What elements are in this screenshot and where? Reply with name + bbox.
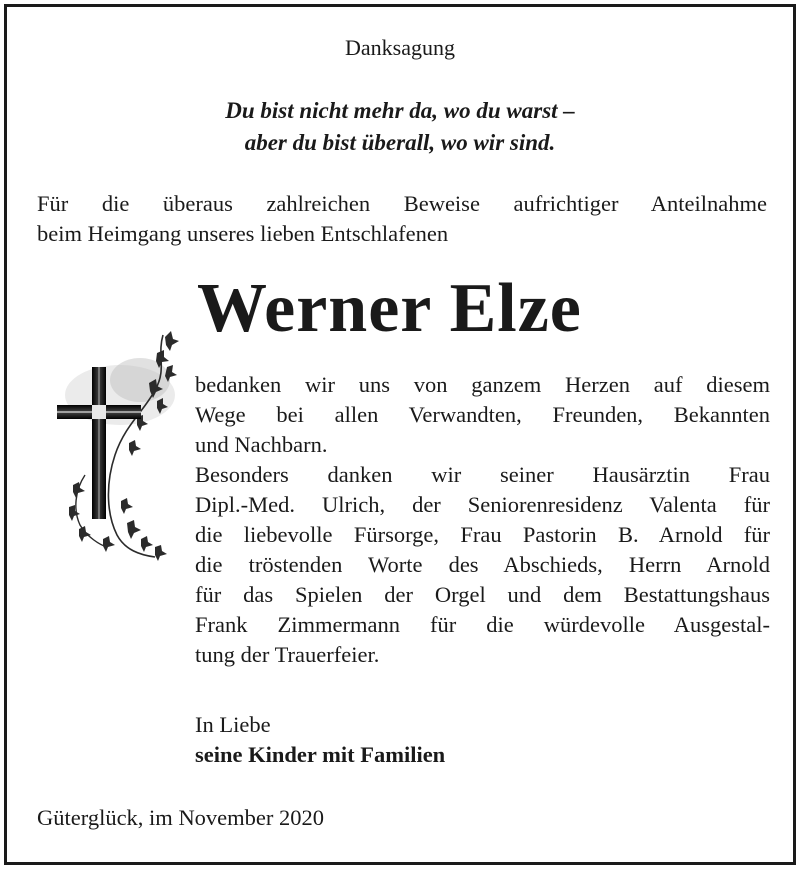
cross-with-ivy-icon <box>45 325 185 565</box>
intro-line-2: beim Heimgang unseres lieben Entschlafenen <box>37 221 449 246</box>
deceased-name: Werner Elze <box>197 270 582 347</box>
motto-line-2: aber du bist überall, wo wir sind. <box>244 130 556 155</box>
body-line: und Nachbarn. <box>195 432 328 457</box>
body-line: Dipl.-Med. Ulrich, der Seniorenresidenz Valenta für <box>195 492 770 517</box>
signature: seine Kinder mit Familien <box>195 742 446 767</box>
place-date: Güterglück, im November 2020 <box>37 805 325 830</box>
body-line: bedanken wir uns von ganzem Herzen auf diesem <box>195 372 770 397</box>
body-line: tung der Trauerfeier. <box>195 642 380 667</box>
closing-phrase: In Liebe <box>195 712 271 737</box>
body-line: die liebevolle Fürsorge, Frau Pastorin B. Arnold für <box>195 522 770 547</box>
notice-heading: Danksagung <box>345 35 455 60</box>
body-line: für das Spielen der Orgel und dem Bestattungshaus <box>195 582 770 607</box>
motto-line-1: Du bist nicht mehr da, wo du warst – <box>225 98 575 123</box>
intro-text <box>37 189 767 249</box>
body-line: die tröstenden Worte des Abschieds, Herrn Arnold <box>195 552 770 577</box>
intro-line-1: Für die überaus zahlreichen Beweise aufrichtiger Anteilnahme <box>37 191 767 216</box>
obituary-card <box>4 4 796 865</box>
body-text <box>195 370 770 670</box>
body-line: Besonders danken wir seiner Hausärztin Frau <box>195 462 770 487</box>
motto <box>7 95 793 159</box>
body-line: Wege bei allen Verwandten, Freunden, Bekannten <box>195 402 770 427</box>
body-line: Frank Zimmermann für die würdevolle Ausgestal- <box>195 612 770 637</box>
